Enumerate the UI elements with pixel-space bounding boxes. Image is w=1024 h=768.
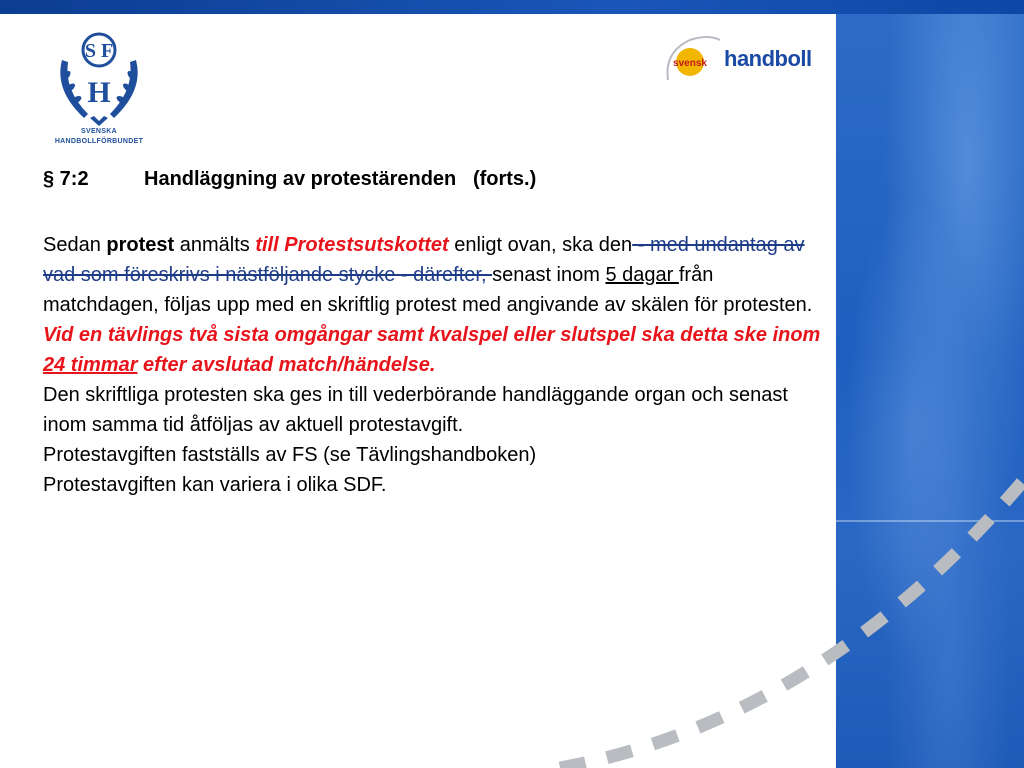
p1-strikethrough-text: - med undantag av vad som föreskrivs i nästföljande stycke - därefter, [43,234,805,286]
brand-word: handboll [724,46,812,71]
paragraph-fee-varies: Protestavgiften kan variera i olika SDF. [43,474,387,496]
p1-text-3: enligt ovan, ska den [448,234,633,256]
svg-text:H: H [87,76,111,109]
ball-arc-icon [660,32,730,88]
svg-text:S F: S F [84,40,114,62]
p1-text-4: senast inom [492,264,606,286]
laurel-icon [44,30,154,130]
org-name-line2: HANDBOLLFÖRBUNDET [54,138,144,145]
section-number: § 7:2 [43,168,89,190]
p2-underlined-deadline: 24 timmar [43,354,138,376]
svg-text:svensk: svensk [673,58,707,69]
paragraph-final-rounds [43,320,823,380]
section-title: Handläggning av protestärenden [144,168,457,190]
p1-text-2: anmälts [174,234,256,256]
paragraph-submission: Den skriftliga protesten ska ges in till vederbörande handläggande organ och senast inom samma tid åtföljas av aktuell protestavgift. [43,384,788,436]
p2-text-1: Vid en tävlings två sista omgångar samt kvalspel eller slutspel ska detta ske inom [43,324,821,346]
slide-content [43,166,823,500]
p1-bold-protest: protest [106,234,175,256]
section-heading [43,166,823,196]
paragraph-procedure [43,230,823,320]
photo-side-panel [836,14,1024,768]
p1-underlined-deadline: 5 dagar [605,264,679,286]
panel-divider [836,520,1024,522]
p1-text-5: från matchdagen, följas upp med en skriftlig protest med angivande av skälen för protesten. [43,264,813,316]
p2-text-2: efter avslutad match/händelse. [137,354,436,376]
paragraph-fee-set: Protestavgiften fastställs av FS (se Tävlingshandboken) [43,444,537,466]
sof-emblem-logo [44,30,154,150]
p1-red-phrase: till Protestsutskottet [255,234,449,256]
p1-text-1: Sedan [43,234,107,256]
svensk-handboll-logo [660,32,816,88]
org-name-line1: SVENSKA [81,128,117,135]
section-suffix: (forts.) [472,168,537,190]
top-banner-bar [0,0,1024,14]
